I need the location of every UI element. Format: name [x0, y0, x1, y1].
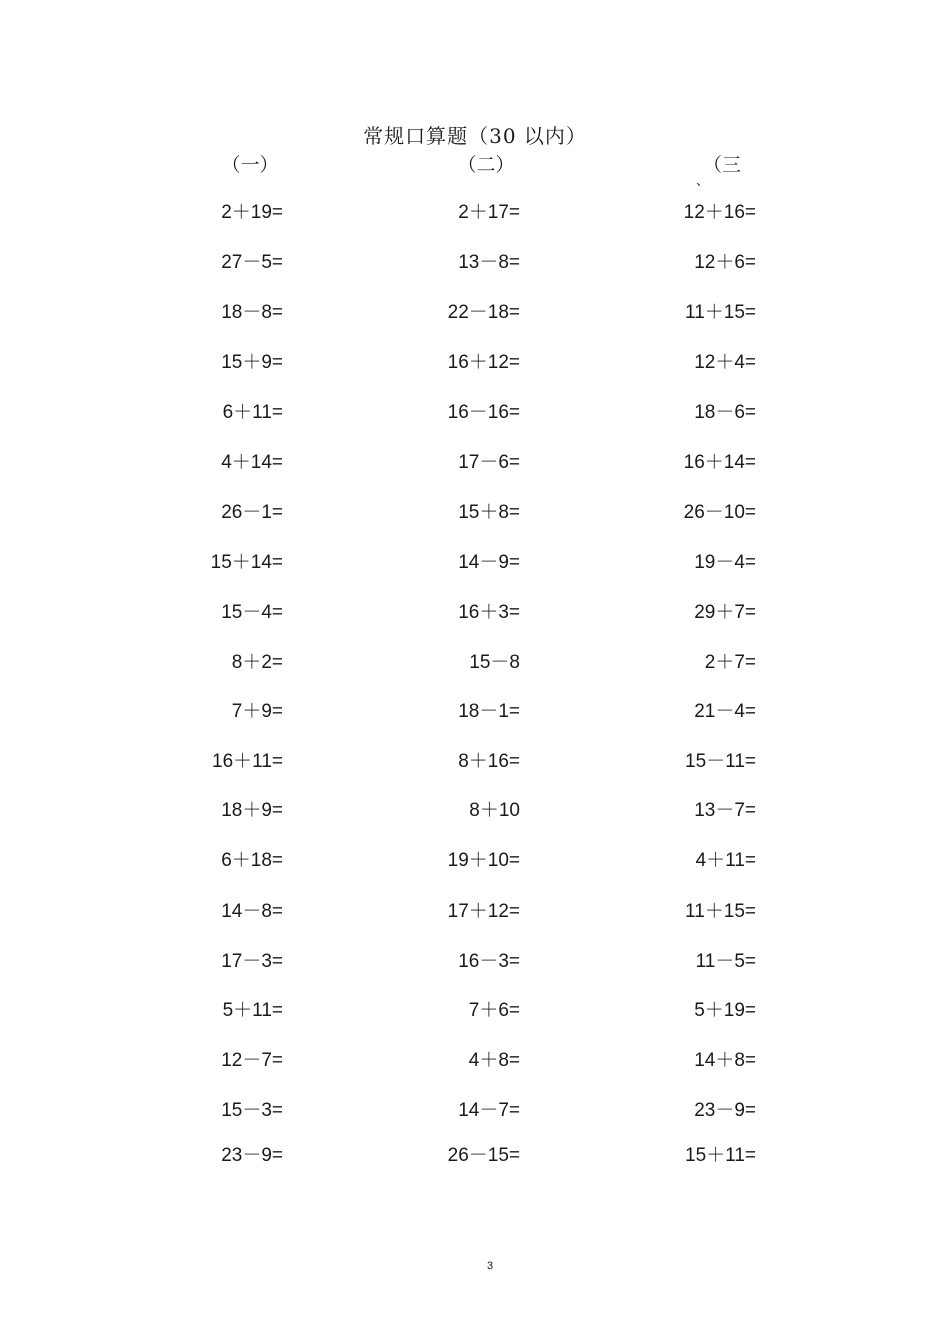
problem-item: 13－7=: [694, 800, 756, 821]
problem-item: 17－6=: [458, 452, 520, 473]
problem-item: 2＋17=: [458, 202, 520, 223]
problem-item: 8＋2=: [231, 652, 283, 673]
problem-item: 18－6=: [694, 402, 756, 423]
problem-item: 2＋19=: [221, 202, 283, 223]
problem-item: 23－9=: [694, 1100, 756, 1121]
problem-item: 11－5=: [695, 951, 756, 972]
problem-item: 18＋9=: [221, 800, 283, 821]
column-header-3-mark: 、: [696, 174, 710, 189]
problem-item: 18－8=: [221, 302, 283, 323]
problem-item: 15＋11=: [685, 1145, 756, 1166]
problem-item: 15－4=: [221, 602, 283, 623]
problem-item: 5＋19=: [694, 1000, 756, 1021]
problem-item: 8＋16=: [458, 751, 520, 772]
problem-item: 16＋3=: [458, 602, 520, 623]
problem-item: 8＋10: [469, 800, 520, 821]
column-header-3: [652, 150, 792, 189]
problem-item: 19＋10=: [447, 850, 520, 871]
problem-item: 16＋12=: [447, 352, 520, 373]
column-header-2-label: （二）: [457, 154, 515, 176]
problem-item: 4＋8=: [468, 1050, 520, 1071]
problem-item: 4＋14=: [221, 452, 283, 473]
problem-item: 18－1=: [458, 701, 520, 722]
column-header-2: [416, 150, 556, 177]
page-number: 3: [486, 1260, 494, 1272]
problem-item: 26－15=: [447, 1145, 520, 1166]
problem-item: 17－3=: [221, 951, 283, 972]
problem-item: 14－8=: [221, 901, 283, 922]
problem-item: 29＋7=: [694, 602, 756, 623]
problem-item: 12－7=: [221, 1050, 283, 1071]
problem-item: 4＋11=: [695, 850, 756, 871]
problem-item: 16－16=: [447, 402, 520, 423]
problem-item: 26－10=: [683, 502, 756, 523]
problem-item: 6＋11=: [222, 402, 283, 423]
problem-item: 14＋8=: [694, 1050, 756, 1071]
problem-item: 12＋16=: [683, 202, 756, 223]
problem-item: 23－9=: [221, 1145, 283, 1166]
problem-item: 15－11=: [685, 751, 756, 772]
column-header-1-label: （一）: [221, 154, 279, 176]
problem-item: 21－4=: [694, 701, 756, 722]
problem-item: 12＋6=: [694, 252, 756, 273]
problem-item: 19－4=: [694, 552, 756, 573]
problem-item: 11＋15=: [685, 901, 756, 922]
problem-item: 16－3=: [458, 951, 520, 972]
problem-item: 15－3=: [221, 1100, 283, 1121]
problem-item: 26－1=: [221, 502, 283, 523]
problem-item: 17＋12=: [447, 901, 520, 922]
problem-item: 15＋14=: [210, 552, 283, 573]
problem-item: 12＋4=: [694, 352, 756, 373]
problem-item: 15＋8=: [458, 502, 520, 523]
problem-item: 14－9=: [458, 552, 520, 573]
problem-item: 22－18=: [447, 302, 520, 323]
problem-item: 15－8: [469, 652, 520, 673]
problem-item: 13－8=: [458, 252, 520, 273]
problem-item: 2＋7=: [704, 652, 756, 673]
problem-item: 5＋11=: [222, 1000, 283, 1021]
problem-item: 27－5=: [221, 252, 283, 273]
problem-item: 14－7=: [458, 1100, 520, 1121]
problem-item: 11＋15=: [685, 302, 756, 323]
problem-item: 16＋11=: [212, 751, 283, 772]
column-header-3-label: （三: [702, 154, 741, 176]
problem-item: 7＋9=: [231, 701, 283, 722]
problem-item: 6＋18=: [221, 850, 283, 871]
problem-item: 15＋9=: [221, 352, 283, 373]
problem-item: 16＋14=: [683, 452, 756, 473]
problem-item: 7＋6=: [468, 1000, 520, 1021]
column-header-1: [180, 150, 320, 177]
page-title: 常规口算题（30 以内）: [363, 124, 587, 148]
